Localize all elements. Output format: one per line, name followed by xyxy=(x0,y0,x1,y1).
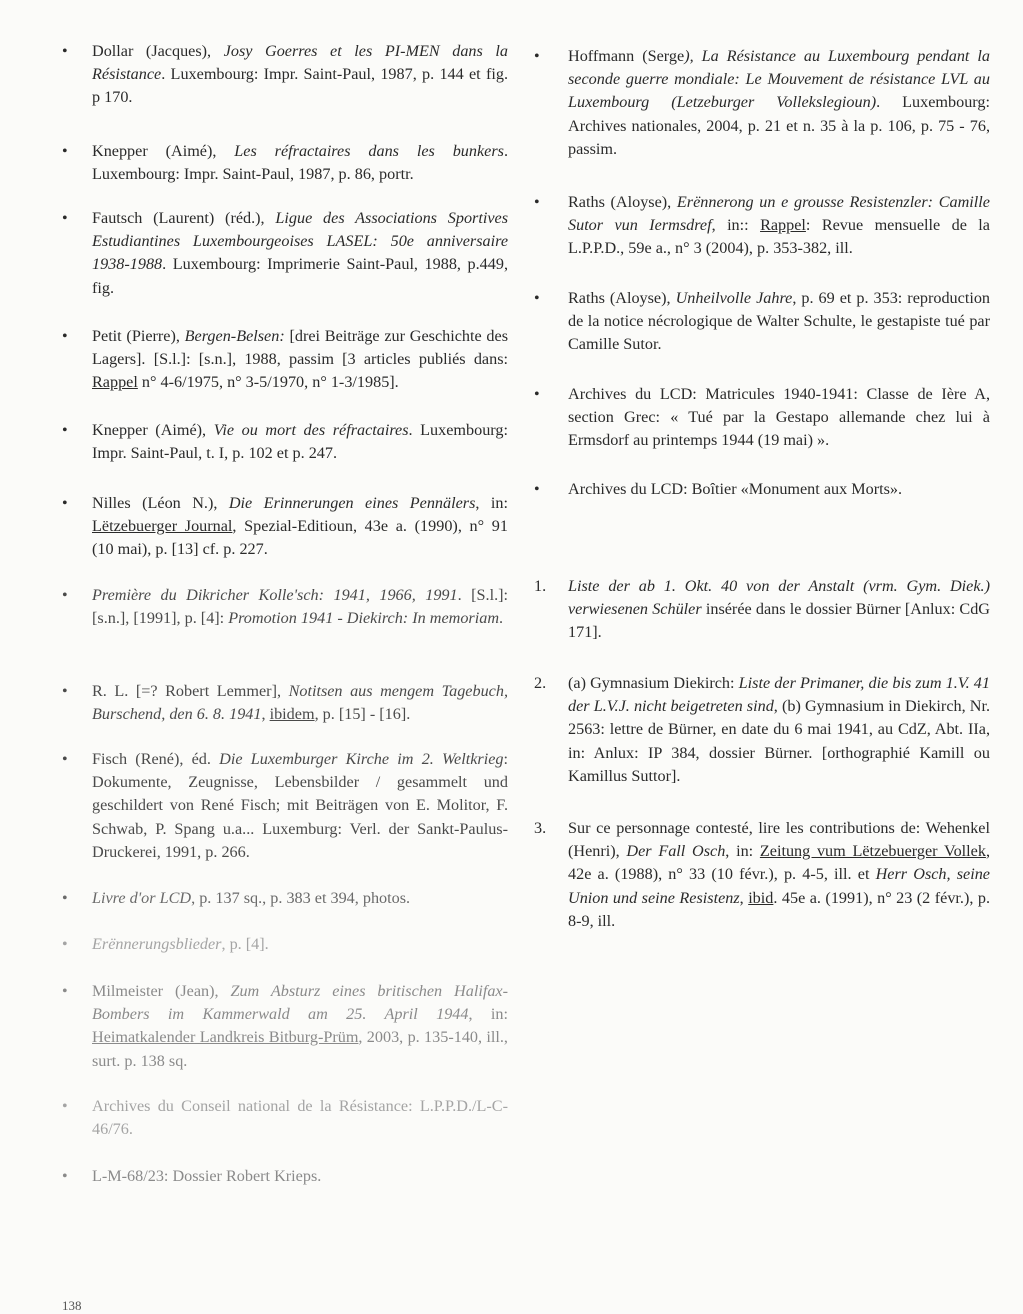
entry-text: Nilles (Léon N.), Die Erinnerungen eines Pennälers, in: Lëtzebuerger Journal, Spezial-Editioun, 43e a. (1990), n° 91 (10 mai), p. [13] cf. p. 227. xyxy=(92,494,508,559)
bullet-marker: • xyxy=(62,683,68,700)
bibliography-entry xyxy=(62,748,508,864)
entry-text: Liste der ab 1. Okt. 40 von der Anstalt (vrm. Gym. Diek.) verwiesenen Schüler insérée dans le dossier Bürner [Anlux: CdG 171]. xyxy=(568,577,991,642)
bibliography-entry xyxy=(62,419,508,465)
bullet-marker: • xyxy=(534,481,540,498)
bullet-marker: • xyxy=(62,751,68,768)
bullet-marker: • xyxy=(62,495,68,512)
bullet-marker: • xyxy=(534,48,540,65)
entry-text: Milmeister (Jean), Zum Absturz eines britischen Halifax-Bombers im Kammerwald am 25. April 1944, in: Heimatkalender Landkreis Bitburg-Prüm, 2003, p. 135-140, ill., surt. p. 138 sq. xyxy=(92,982,509,1070)
entry-text: R. L. [=? Robert Lemmer], Notitsen aus mengem Tagebuch, Burschend, den 6. 8. 1941, ibidem, p. [15] - [16]. xyxy=(92,682,508,724)
entry-text: Raths (Aloyse), Unheilvolle Jahre, p. 69 et p. 353: reproduction de la notice nécrologique de Walter Schulte, le gestapiste tué par Camille Sutor. xyxy=(568,289,991,354)
entry-text: L-M-68/23: Dossier Robert Krieps. xyxy=(92,1167,322,1185)
reference-entry xyxy=(534,45,990,161)
entry-text: Petit (Pierre), Bergen-Belsen: [drei Beiträge zur Geschichte des Lagers]. [S.l.]: [s.n.], 1988, passim [3 articles publiés dans: Rappel n° 4-6/1975, n° 3-5/1970, n° 1-3/1985]. xyxy=(92,327,508,392)
entry-text: Sur ce personnage contesté, lire les contributions de: Wehenkel (Henri), Der Fall Osch, in: Zeitung vum Lëtzebuerger Vollek, 42e a. (1988), n° 33 (10 févr.), p. 4-5, ill. et Herr Osch, seine Union und seine Resistenz, ibid. 45e a. (1991), n° 23 (2 févr.), p. 8-9, ill. xyxy=(568,819,990,930)
bullet-marker: • xyxy=(62,890,68,907)
reference-entry xyxy=(534,287,990,357)
reference-entry xyxy=(534,478,990,501)
bullet-marker: • xyxy=(62,210,68,227)
bibliography-entry xyxy=(62,40,508,110)
bibliography-entry xyxy=(62,1095,508,1141)
entry-text: Knepper (Aimé), Les réfractaires dans les bunkers. Luxembourg: Impr. Saint-Paul, 1987, p. 86, portr. xyxy=(92,142,508,184)
bullet-marker: • xyxy=(62,1168,68,1185)
page-number: 138 xyxy=(62,1298,82,1313)
bibliography-entry xyxy=(62,325,508,395)
reference-entry xyxy=(534,817,990,933)
bullet-marker: • xyxy=(534,194,540,211)
entry-text: Première du Dikricher Kolle'sch: 1941, 1966, 1991. [S.l.]: [s.n.], [1991], p. [4]: Promotion 1941 - Diekirch: In memoriam. xyxy=(92,586,509,628)
entry-text: Fisch (René), éd. Die Luxemburger Kirche im 2. Weltkrieg: Dokumente, Zeugnisse, Lebensbilder / gesammelt und geschildert von René Fisch; mit Beiträgen von E. Molitor, F. Schwab, P. Spang u.a... Luxemburg: Verl. der Sankt-Paulus-Druckerei, 1991, p. 266. xyxy=(92,750,508,861)
bullet-marker: • xyxy=(62,328,68,345)
bullet-marker: • xyxy=(62,422,68,439)
entry-text: Archives du LCD: Matricules 1940-1941: Classe de Ière A, section Grec: « Tué par la Gestapo allemande chez lui à Ermsdorf au printemps 1944 (19 mai) ». xyxy=(568,385,990,450)
entry-text: Fautsch (Laurent) (réd.), Ligue des Associations Sportives Estudiantines Luxembourgeoises LASEL: 50e anniversaire 1938-1988. Luxembourg: Imprimerie Saint-Paul, 1988, p.449, fig. xyxy=(92,209,508,297)
bullet-marker: • xyxy=(62,983,68,1000)
bullet-marker: • xyxy=(62,936,68,953)
bibliography-entry xyxy=(62,207,508,300)
entry-text: Dollar (Jacques), Josy Goerres et les PI-MEN dans la Résistance. Luxembourg: Impr. Saint-Paul, 1987, p. 144 et fig. p 170. xyxy=(92,42,508,107)
reference-entry xyxy=(534,575,990,645)
entry-text: Erënnerungsblieder, p. [4]. xyxy=(92,935,269,953)
reference-entry xyxy=(534,672,990,788)
entry-text: Knepper (Aimé), Vie ou mort des réfractaires. Luxembourg: Impr. Saint-Paul, t. I, p. 102 et p. 247. xyxy=(92,421,508,463)
bullet-marker: • xyxy=(62,43,68,60)
entry-text: Archives du Conseil national de la Résistance: L.P.P.D./L-C-46/76. xyxy=(92,1097,508,1139)
bibliography-entry xyxy=(62,933,508,956)
entry-text: Archives du LCD: Boîtier «Monument aux Morts». xyxy=(568,480,903,498)
bullet-marker: • xyxy=(534,386,540,403)
reference-entry xyxy=(534,383,990,453)
entry-text: Livre d'or LCD, p. 137 sq., p. 383 et 394, photos. xyxy=(92,889,411,907)
bibliography-entry xyxy=(62,980,508,1073)
bullet-marker: • xyxy=(62,1098,68,1115)
entry-text: Hoffmann (Serge), La Résistance au Luxembourg pendant la seconde guerre mondiale: Le Mouvement de résistance LVL au Luxembourg (Letzeburger Vollekslegioun). Luxembourg: Archives nationales, 2004, p. 21 et n. 35 à la p. 106, p. 75 - 76, passim. xyxy=(568,47,990,158)
bullet-marker: • xyxy=(62,143,68,160)
bibliography-entry xyxy=(62,584,508,630)
note-number: 3. xyxy=(534,819,547,837)
bullet-marker: • xyxy=(534,290,540,307)
bibliography-entry xyxy=(62,680,508,726)
bibliography-entry xyxy=(62,140,508,186)
bibliography-entry xyxy=(62,1165,508,1188)
bibliography-entry xyxy=(62,887,508,910)
bullet-marker: • xyxy=(62,587,68,604)
bibliography-entry xyxy=(62,492,508,562)
entry-text: Raths (Aloyse), Erënnerong un e grousse Resistenzler: Camille Sutor vun Iermsdref, in:: Rappel: Revue mensuelle de la L.P.P.D., 59e a., n° 3 (2004), p. 353-382, ill. xyxy=(568,193,990,258)
note-number: 1. xyxy=(534,577,547,595)
note-number: 2. xyxy=(534,674,547,692)
reference-entry xyxy=(534,191,990,261)
entry-text: (a) Gymnasium Diekirch: Liste der Primaner, die bis zum 1.V. 41 der L.V.J. nicht beigetreten sind, (b) Gymnasium in Diekirch, Nr. 2563: lettre de Bürner, en date du 6 mai 1941, au CdZ, Abt. IIa, in: Anlux: IP 384, dossier Bürner. [orthographié Kamill ou Kamillus Suttor]. xyxy=(568,674,991,785)
